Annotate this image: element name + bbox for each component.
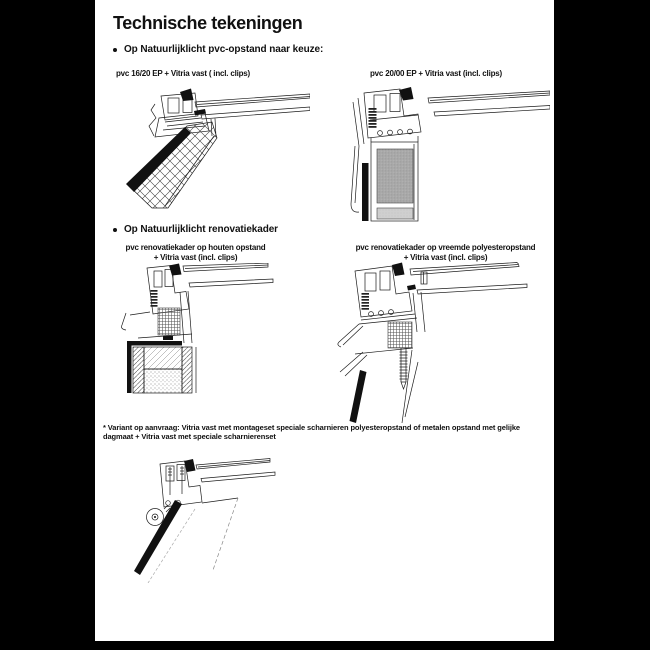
bullet-icon [113,48,117,52]
section-2-heading: Op Natuurlijklicht renovatiekader [124,224,278,235]
bullet-icon [113,228,117,232]
figure-caption-pvc-16-20-ep: pvc 16/20 EP + Vitria vast ( incl. clips) [116,69,251,78]
technical-drawing-renovatiekader-houten-opstand [110,263,312,396]
technical-drawing-renovatiekader-polyesteropstand [335,262,560,426]
section-1-heading: Op Natuurlijklicht pvc-opstand naar keuze: [124,44,324,55]
section-1-heading-row [113,44,323,55]
technical-drawing-pvc-20-00-ep [340,86,550,231]
page [95,0,554,641]
footnote-line-1: * Variant op aanvraag: Vitria vast met montageset speciale scharnieren polyesteropstand of metalen opstand met gelijke [103,423,520,432]
section-2-heading-row [113,224,278,235]
technical-drawing-pvc-16-20-ep [115,86,310,216]
page-title: Technische tekeningen [113,13,303,33]
technical-drawing-variant-scharnierenset [120,457,280,583]
footnote-line-2: dagmaat + Vitria vast met speciale scharnierenset [103,432,276,442]
figure-caption-pvc-20-00-ep: pvc 20/00 EP + Vitria vast (incl. clips) [370,69,503,78]
figure-caption-renovatiekader-houten-opstand: pvc renovatiekader op houten opstand + Vitria vast (incl. clips) [125,243,266,262]
figure-caption-renovatiekader-polyesteropstand: pvc renovatiekader op vreemde polyesteropstand + Vitria vast (incl. clips) [355,243,536,262]
footnote [103,423,553,442]
